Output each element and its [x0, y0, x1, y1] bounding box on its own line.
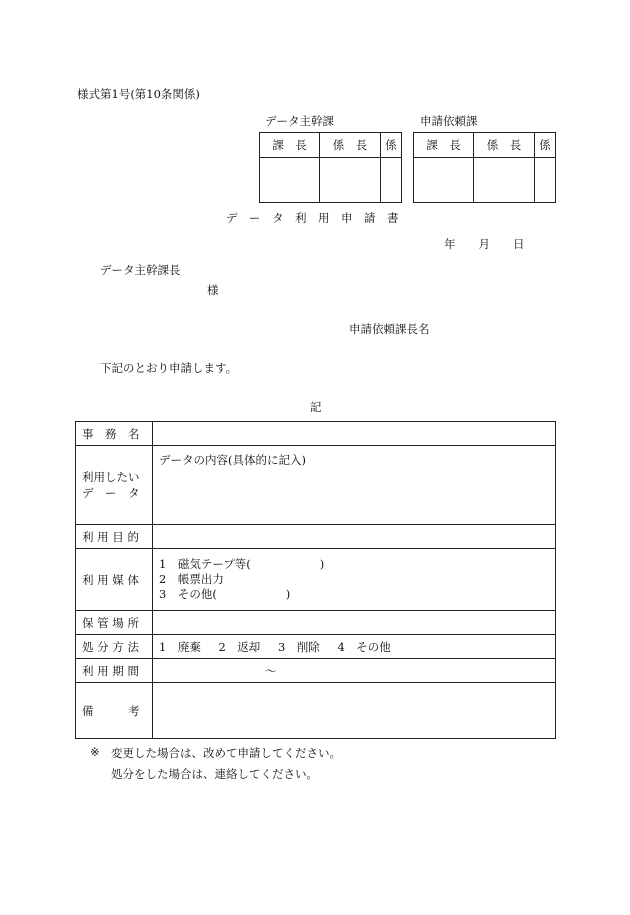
applicant-name-label: 申請依頼課長名	[349, 322, 430, 336]
jimu-label: 事 務 名	[76, 422, 153, 446]
riyou-data-label-line2: デ ー タ	[82, 486, 140, 500]
baitai-option[interactable]: 2 帳票出力	[159, 572, 224, 586]
stamp-header-kakari: 係	[380, 133, 401, 158]
stamp-cell[interactable]	[380, 158, 401, 203]
riyou-data-field[interactable]	[153, 446, 556, 525]
date-line[interactable]: 年 月 日	[444, 237, 525, 251]
stamp-header-kakari: 係	[534, 133, 555, 158]
baitai-option[interactable]: 3 その他( )	[159, 587, 291, 601]
baitai-option[interactable]: 1 磁気テープ等( )	[159, 557, 325, 571]
hokan-label: 保 管 場 所	[76, 611, 153, 635]
document-title: デ ー タ 利 用 申 請 書	[226, 211, 399, 225]
kikan-field[interactable]	[153, 659, 556, 683]
baitai-label: 利 用 媒 体	[76, 549, 153, 611]
shobun-option[interactable]: 1 廃棄	[159, 639, 201, 654]
kikan-tilde: ～	[265, 663, 277, 678]
stamp-header-kacho: 課 長	[260, 133, 320, 158]
stamp-group-title-data-dept: データ主幹課	[265, 114, 334, 128]
note-mark: ※	[90, 745, 100, 759]
stamp-header-kakaricho: 係 長	[320, 133, 380, 158]
approval-stamp-box-data-dept	[259, 132, 402, 203]
note-line-2: 処分をした場合は、連絡してください。	[111, 767, 318, 781]
stamp-cell[interactable]	[534, 158, 555, 203]
note-line-1: 変更した場合は、改めて申請してください。	[111, 746, 341, 760]
mokuteki-field[interactable]	[153, 525, 556, 549]
stamp-cell[interactable]	[414, 158, 474, 203]
hokan-field[interactable]	[153, 611, 556, 635]
riyou-data-label	[76, 446, 153, 525]
stamp-group-title-applicant-dept: 申請依頼課	[420, 114, 478, 128]
ki-heading: 記	[310, 400, 322, 414]
riyou-data-label-line1: 利用したい	[82, 470, 140, 484]
mokuteki-label: 利 用 目 的	[76, 525, 153, 549]
biko-field[interactable]	[153, 683, 556, 739]
shobun-field[interactable]	[153, 635, 556, 659]
stamp-header-kakaricho: 係 長	[474, 133, 534, 158]
kikan-label: 利 用 期 間	[76, 659, 153, 683]
honorific: 様	[207, 283, 219, 297]
baitai-field[interactable]	[153, 549, 556, 611]
shobun-label: 処 分 方 法	[76, 635, 153, 659]
shobun-option[interactable]: 4 その他	[337, 639, 391, 654]
stamp-cell[interactable]	[474, 158, 534, 203]
riyou-data-hint: データの内容(具体的に記入)	[159, 453, 306, 467]
stamp-cell[interactable]	[260, 158, 320, 203]
shobun-option[interactable]: 3 削除	[277, 639, 320, 654]
application-table	[75, 421, 556, 739]
jimu-field[interactable]	[153, 422, 556, 446]
approval-stamp-box-applicant-dept	[413, 132, 556, 203]
biko-label: 備 考	[76, 683, 153, 739]
form-number: 様式第1号(第10条関係)	[77, 87, 200, 101]
stamp-cell[interactable]	[320, 158, 380, 203]
shobun-option[interactable]: 2 返却	[218, 639, 261, 654]
addressee: データ主幹課長	[100, 263, 181, 277]
stamp-header-kacho: 課 長	[414, 133, 474, 158]
intro-text: 下記のとおり申請します。	[100, 361, 238, 375]
